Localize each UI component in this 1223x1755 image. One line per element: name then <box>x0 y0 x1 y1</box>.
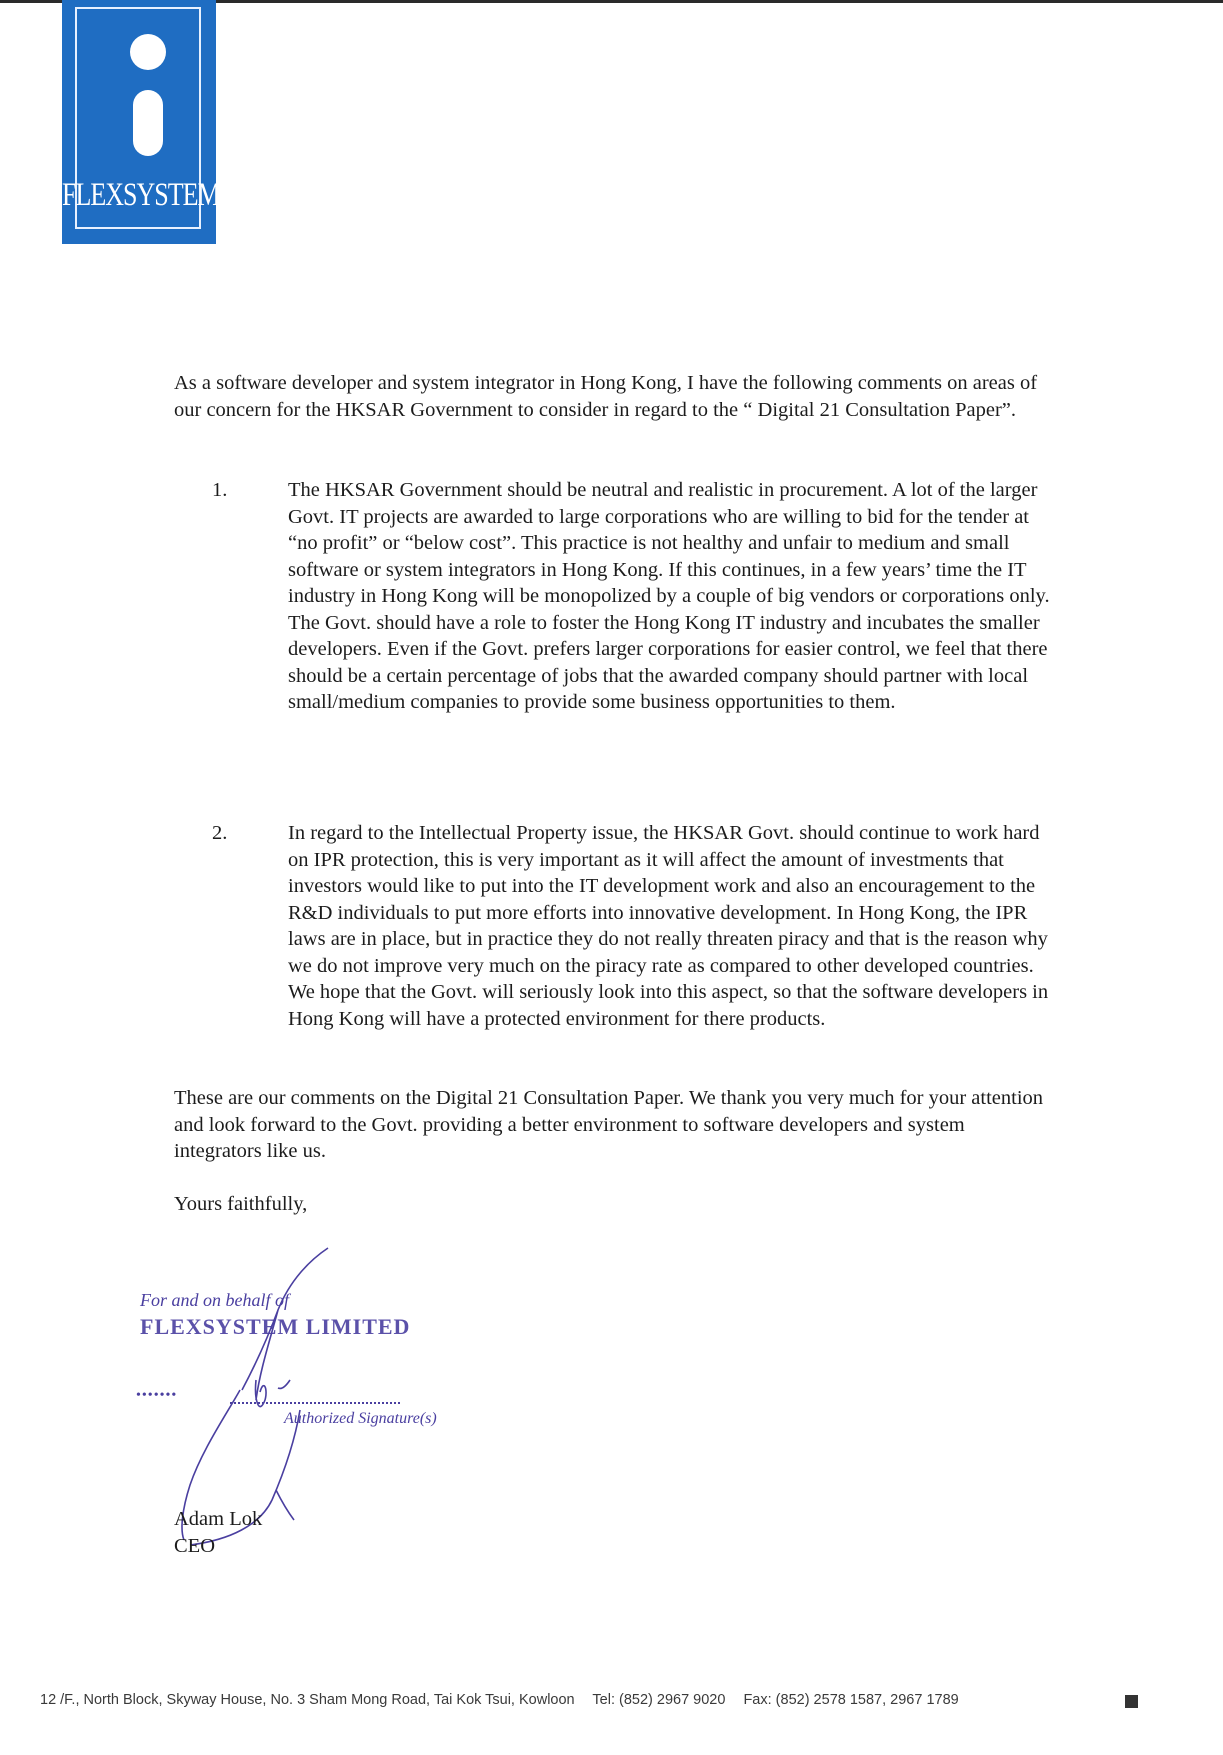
signatory-title: CEO <box>174 1535 215 1557</box>
intro-paragraph: As a software developer and system integrator in Hong Kong, I have the following comments on areas of our concern for the HKSAR Government to consider in regard to the “ Digital 21 Consultation Paper”. <box>174 372 1038 421</box>
company-logo <box>62 0 220 244</box>
item-number: 1. <box>212 479 228 501</box>
salutation: Yours faithfully, <box>174 1193 308 1215</box>
closing-paragraph: These are our comments on the Digital 21 Consultation Paper. We thank you very much for your attention and look forward to the Govt. providing a better environment to software developers and system integrators like us. <box>174 1087 1044 1162</box>
footer-contact <box>40 1692 1040 1708</box>
footer-tel: Tel: (852) 2967 9020 <box>592 1692 726 1708</box>
stamp-behalf-text: For and on behalf of <box>140 1290 289 1310</box>
stamp-dots: ••••••• <box>136 1388 178 1403</box>
footer-address: 12 /F., North Block, Skyway House, No. 3 Sham Mong Road, Tai Kok Tsui, Kowloon <box>40 1692 575 1708</box>
item-number: 2. <box>212 822 228 844</box>
info-i-dot <box>130 34 166 70</box>
footer-square-mark <box>1125 1695 1138 1708</box>
info-i-stem <box>133 90 163 156</box>
item-text: In regard to the Intellectual Property issue, the HKSAR Govt. should continue to work hard on IPR protection, this is very important as it will affect the amount of investments that investors would like to put into the IT development work and also an encouragement to the R&D individuals to put more efforts into innovative development. In Hong Kong, the IPR laws are in place, but in practice they do not really threaten piracy and that is the reason why we do not improve very much on the piracy rate as compared to other developed countries. We hope that the Govt. will seriously look into this aspect, so that the software developers in Hong Kong will have a protected environment for there products. <box>288 822 1049 1030</box>
stamp-authorized-text: Authorized Signature(s) <box>284 1410 437 1427</box>
signatory-name: Adam Lok <box>174 1508 263 1530</box>
item-text: The HKSAR Government should be neutral and realistic in procurement. A lot of the larger Govt. IT projects are awarded to large corporations who are willing to bid for the tender at “no profit” or “below cost”. This practice is not healthy and unfair to medium and small software or system integrators in Hong Kong. If this continues, in a few years’ time the IT industry in Hong Kong will be monopolized by a couple of big vendors or corporations only. The Govt. should have a role to foster the Hong Kong IT industry and incubates the smaller developers. Even if the Govt. prefers larger corporations for easier control, we feel that there should be a certain percentage of jobs that the awarded company should partner with local small/medium companies to provide some business opportunities to them. <box>288 479 1050 713</box>
logo-wordmark: FLEXSYSTEM <box>62 176 220 213</box>
footer-fax: Fax: (852) 2578 1587, 2967 1789 <box>743 1692 959 1708</box>
stamp-company-name: FLEXSYSTEM LIMITED <box>140 1314 411 1339</box>
